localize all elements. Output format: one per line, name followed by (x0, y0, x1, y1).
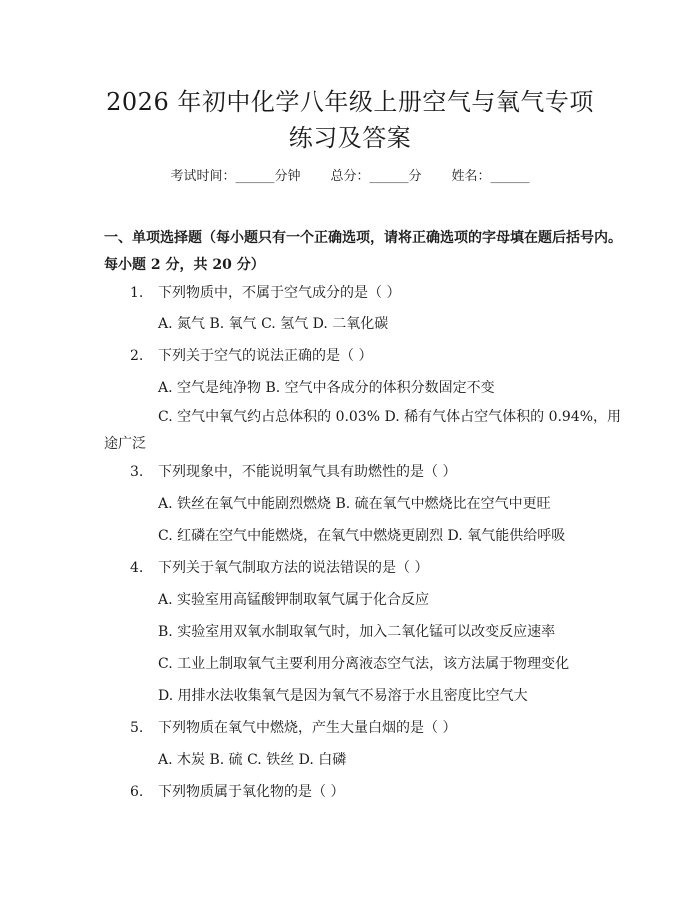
question-3-options-ab: A. 铁丝在氧气中能剧烈燃烧 B. 硫在氧气中燃烧比在空气中更旺 (158, 496, 551, 512)
question-1-options: A. 氮气 B. 氧气 C. 氢气 D. 二氧化碳 (158, 316, 389, 332)
question-4-option-d: D. 用排水法收集氧气是因为氧气不易溶于水且密度比空气大 (158, 688, 528, 704)
question-3 (130, 462, 456, 482)
question-3-options-cd: C. 红磷在空气中能燃烧，在氧气中燃烧更剧烈 D. 氧气能供给呼吸 (158, 528, 566, 544)
question-number: 1. (130, 285, 144, 301)
question-1 (130, 283, 400, 303)
document-title-line-1: 2026 年初中化学八年级上册空气与氧气专项 (106, 88, 594, 116)
document-title-line-2: 练习及答案 (288, 124, 412, 152)
question-5 (130, 718, 456, 738)
exam-meta (0, 167, 700, 187)
question-4-option-b: B. 实验室用双氧水制取氧气时，加入二氧化锰可以改变反应速率 (158, 624, 556, 640)
question-4-option-a: A. 实验室用高锰酸钾制取氧气属于化合反应 (158, 592, 430, 608)
question-number: 5. (130, 720, 144, 736)
question-text: 下列关于空气的说法正确的是（ ） (158, 348, 373, 364)
student-name-field: 姓名：______ (451, 169, 530, 184)
question-5-options: A. 木炭 B. 硫 C. 铁丝 D. 白磷 (158, 752, 347, 768)
question-number: 3. (130, 464, 144, 480)
question-4 (130, 558, 428, 578)
exam-score-field: 总分：______分 (330, 169, 422, 184)
question-2 (130, 346, 372, 366)
question-number: 4. (130, 560, 144, 576)
question-text: 下列现象中，不能说明氧气具有助燃性的是（ ） (158, 464, 457, 480)
question-6 (130, 782, 344, 802)
question-number: 2. (130, 348, 144, 364)
section-heading-single-choice: 一、单项选择题（每小题只有一个正确选项，请将正确选项的字母填在题后括号内。每小题 2 分，共 20 分） (104, 230, 622, 273)
question-text: 下列关于氧气制取方法的说法错误的是（ ） (158, 560, 429, 576)
question-4-option-c: C. 工业上制取氧气主要利用分离液态空气法，该方法属于物理变化 (158, 656, 570, 672)
question-2-options-ab: A. 空气是纯净物 B. 空气中各成分的体积分数固定不变 (158, 380, 495, 396)
question-2-options-cd: C. 空气中氧气约占总体积的 0.03% D. 稀有气体占空气体积的 0.94%，用途广泛 (104, 409, 622, 452)
question-text: 下列物质属于氧化物的是（ ） (158, 784, 345, 800)
exam-time-field: 考试时间：______分钟 (170, 169, 301, 184)
question-text: 下列物质在氧气中燃烧，产生大量白烟的是（ ） (158, 720, 457, 736)
question-text: 下列物质中，不属于空气成分的是（ ） (158, 285, 401, 301)
question-number: 6. (130, 784, 144, 800)
